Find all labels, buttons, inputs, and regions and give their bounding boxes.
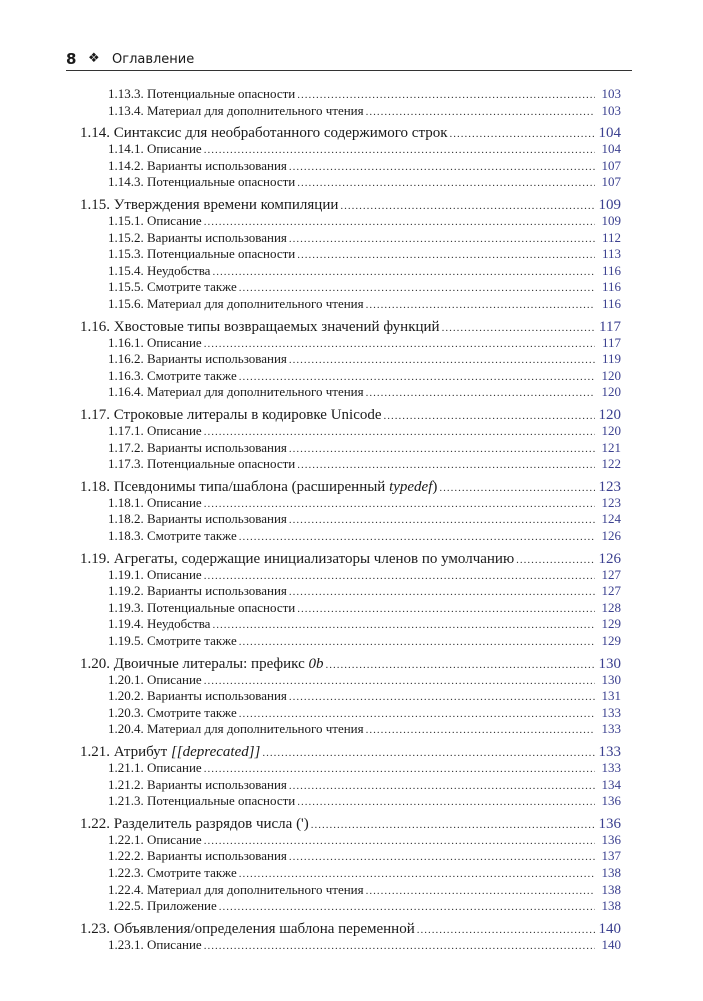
- toc-entry-title: 1.17. Строковые литералы в кодировке Unicode: [80, 407, 382, 423]
- dot-leader: [212, 264, 595, 280]
- toc-entry-title: 1.23. Объявления/определения шаблона переменной: [80, 920, 415, 937]
- dot-leader: [289, 159, 595, 175]
- dot-leader: [289, 352, 595, 368]
- toc-subsection-entry[interactable]: [108, 848, 621, 864]
- dot-leader: [204, 568, 595, 584]
- dot-leader: [204, 833, 595, 849]
- toc-page-number[interactable]: 127: [601, 566, 621, 582]
- toc-subsection-entry[interactable]: [108, 898, 621, 914]
- toc-page-number[interactable]: 123: [601, 494, 621, 510]
- toc-subsection-entry[interactable]: [108, 600, 621, 616]
- toc-page-number[interactable]: 116: [601, 262, 621, 278]
- toc-subsection-entry[interactable]: [108, 368, 621, 384]
- toc-page-number[interactable]: 136: [601, 793, 621, 809]
- toc-entry-title: 1.15.1. Описание: [108, 213, 202, 228]
- dot-leader: [204, 142, 595, 158]
- toc-page-number[interactable]: 103: [601, 102, 621, 118]
- toc-entry-title: 1.20.1. Описание: [108, 671, 202, 687]
- toc-page-number[interactable]: 112: [601, 229, 621, 245]
- toc-subsection-entry[interactable]: [108, 705, 621, 721]
- toc-entry-title: 1.15.6. Материал для дополнительного чтения: [108, 296, 364, 311]
- toc-entry-title: 1.18.3. Смотрите также: [108, 528, 237, 543]
- toc-page-number[interactable]: 103: [601, 86, 621, 101]
- toc-subsection-entry[interactable]: [108, 793, 621, 809]
- toc-entry-title: 1.19.1. Описание: [108, 566, 202, 582]
- toc-entry-title: 1.16.1. Описание: [108, 334, 202, 350]
- toc-section-entry[interactable]: [80, 919, 621, 939]
- toc-subsection-entry[interactable]: [108, 296, 621, 312]
- dot-leader: [204, 214, 595, 230]
- ornament-icon: ❖: [88, 51, 100, 66]
- toc-subsection-entry[interactable]: [108, 495, 621, 511]
- toc-page-number[interactable]: 133: [598, 744, 621, 760]
- toc-entry-title: 1.17.2. Варианты использования: [108, 439, 287, 455]
- toc-page-number[interactable]: 104: [601, 141, 621, 157]
- toc-subsection-entry[interactable]: [108, 832, 621, 848]
- toc-entry-title: 1.14.1. Описание: [108, 141, 202, 157]
- toc-page-number[interactable]: 133: [601, 760, 621, 775]
- toc-section-entry[interactable]: [80, 654, 621, 674]
- toc-entry-title: 1.13.4. Материал для дополнительного чтения: [108, 102, 364, 118]
- header-title: Оглавление: [112, 52, 195, 67]
- dot-leader: [204, 336, 595, 352]
- toc-page-number[interactable]: 121: [601, 439, 621, 455]
- toc-page-number[interactable]: 120: [598, 407, 621, 423]
- toc-subsection-entry[interactable]: [108, 230, 621, 246]
- toc-subsection-entry[interactable]: [108, 440, 621, 456]
- toc-entry-title: 1.21. Атрибут [[deprecated]]: [80, 744, 261, 760]
- toc-section-entry[interactable]: [80, 405, 621, 425]
- dot-leader: [366, 722, 595, 738]
- toc-entry-title: 1.15.4. Неудобства: [108, 262, 211, 278]
- dot-leader: [289, 584, 595, 600]
- toc-page-number[interactable]: 138: [601, 865, 621, 880]
- toc-page-number[interactable]: 120: [601, 423, 621, 438]
- toc-section-entry[interactable]: [80, 317, 621, 337]
- toc-subsection-entry[interactable]: [108, 616, 621, 632]
- toc-entry-title: 1.19.5. Смотрите также: [108, 633, 237, 648]
- toc-entry-title: 1.13.3. Потенциальные опасности: [108, 86, 296, 101]
- dot-leader: [204, 938, 595, 954]
- toc-page-number[interactable]: 129: [601, 633, 621, 648]
- toc-entry-title: 1.16.4. Материал для дополнительного чтения: [108, 384, 364, 400]
- toc-page-number[interactable]: 137: [601, 848, 621, 864]
- dot-leader: [289, 231, 595, 247]
- toc-entry-title: 1.18.2. Варианты использования: [108, 511, 287, 527]
- toc-section-entry[interactable]: [80, 549, 621, 569]
- toc-subsection-entry[interactable]: [108, 263, 621, 279]
- toc-entry-title: 1.19.3. Потенциальные опасности: [108, 599, 296, 615]
- toc-entry-title: 1.22.2. Варианты использования: [108, 848, 287, 864]
- toc-entry-title: 1.16.3. Смотрите также: [108, 367, 237, 383]
- toc-subsection-entry[interactable]: [108, 384, 621, 400]
- page-number: 8: [66, 50, 77, 68]
- toc-entry-title: 1.18.1. Описание: [108, 494, 202, 510]
- toc-page-number[interactable]: 117: [599, 318, 621, 335]
- dot-leader: [212, 617, 595, 633]
- dot-leader: [289, 849, 595, 865]
- dot-leader: [297, 87, 595, 103]
- dot-leader: [239, 866, 595, 882]
- toc-entry-title: 1.21.2. Варианты использования: [108, 776, 287, 792]
- toc-section-entry[interactable]: [80, 742, 621, 762]
- toc-subsection-entry[interactable]: [108, 423, 621, 439]
- toc-page-number[interactable]: 138: [601, 898, 621, 914]
- dot-leader: [366, 297, 595, 313]
- toc-page-number[interactable]: 136: [598, 815, 621, 832]
- toc-subsection-entry[interactable]: [108, 103, 621, 119]
- toc-entry-title: 1.17.1. Описание: [108, 423, 202, 438]
- toc-page-number[interactable]: 133: [601, 721, 621, 737]
- toc-subsection-entry[interactable]: [108, 158, 621, 174]
- toc-page-number[interactable]: 123: [598, 478, 621, 495]
- toc-subsection-entry[interactable]: [108, 583, 621, 599]
- toc-entry-title: 1.21.3. Потенциальные опасности: [108, 793, 296, 809]
- toc-page-number[interactable]: 136: [601, 831, 621, 847]
- toc-subsection-entry[interactable]: [108, 882, 621, 898]
- toc-section-entry[interactable]: [80, 814, 621, 834]
- toc-subsection-entry[interactable]: [108, 633, 621, 649]
- toc-entry-title: 1.22.4. Материал для дополнительного чтения: [108, 881, 364, 897]
- toc-page-number[interactable]: 119: [601, 351, 621, 367]
- toc-subsection-entry[interactable]: [108, 511, 621, 527]
- toc-page-number[interactable]: 130: [598, 655, 621, 672]
- toc-page-number[interactable]: 127: [601, 583, 621, 599]
- dot-leader: [297, 247, 595, 263]
- toc-entry-title: 1.16.2. Варианты использования: [108, 351, 287, 367]
- toc-entry-title: 1.14. Синтаксис для необработанного содержимого строк: [80, 125, 448, 142]
- toc-entry-title: 1.19. Агрегаты, содержащие инициализаторы членов по умолчанию: [80, 550, 515, 567]
- toc-subsection-entry[interactable]: [108, 335, 621, 351]
- toc-subsection-entry[interactable]: [108, 456, 621, 472]
- toc-entry-title: 1.15.3. Потенциальные опасности: [108, 246, 296, 262]
- toc-entry-title: 1.22.1. Описание: [108, 831, 202, 847]
- toc-section-entry[interactable]: [80, 123, 621, 143]
- toc-page-number[interactable]: 120: [601, 367, 621, 383]
- toc-subsection-entry[interactable]: [108, 865, 621, 881]
- toc-entry-title: 1.16. Хвостовые типы возвращаемых значений функций: [80, 318, 440, 335]
- toc-page-number[interactable]: 117: [601, 334, 621, 350]
- toc-entry-title: 1.22.3. Смотрите также: [108, 865, 237, 880]
- dot-leader: [289, 778, 595, 794]
- toc-page-number[interactable]: 126: [598, 550, 621, 567]
- toc-page-number[interactable]: 113: [601, 246, 621, 262]
- toc-page-number[interactable]: 134: [601, 776, 621, 792]
- running-header: [66, 50, 632, 71]
- toc-subsection-entry[interactable]: [108, 141, 621, 157]
- toc-entry-title: 1.15.2. Варианты использования: [108, 229, 287, 245]
- toc-entry-title: 1.22.5. Приложение: [108, 898, 217, 914]
- toc-entry-title: 1.20.4. Материал для дополнительного чтения: [108, 721, 364, 737]
- toc-entry-title: 1.15. Утверждения времени компиляции: [80, 197, 339, 213]
- dot-leader: [204, 673, 595, 689]
- toc-section-entry[interactable]: [80, 195, 621, 215]
- toc-page-number[interactable]: 128: [601, 599, 621, 615]
- toc-entry-title: 1.20. Двоичные литералы: префикс 0b: [80, 655, 324, 672]
- toc-entry-title: 1.14.3. Потенциальные опасности: [108, 174, 296, 190]
- toc-subsection-entry[interactable]: [108, 937, 621, 953]
- toc-page-number[interactable]: 107: [601, 157, 621, 173]
- toc-page-number[interactable]: 131: [601, 688, 621, 704]
- dot-leader: [239, 706, 595, 722]
- toc-subsection-entry[interactable]: [108, 567, 621, 583]
- dot-leader: [366, 104, 595, 120]
- dot-leader: [297, 175, 595, 191]
- toc-subsection-entry[interactable]: [108, 174, 621, 190]
- toc-subsection-entry[interactable]: [108, 351, 621, 367]
- toc-subsection-entry[interactable]: [108, 86, 621, 102]
- toc-page-number[interactable]: 130: [601, 671, 621, 687]
- dot-leader: [289, 689, 595, 705]
- toc-page-number[interactable]: 133: [601, 704, 621, 720]
- dot-leader: [204, 424, 595, 440]
- dot-leader: [239, 634, 595, 650]
- toc-page-number[interactable]: 126: [601, 528, 621, 543]
- toc-subsection-entry[interactable]: [108, 721, 621, 737]
- dot-leader: [297, 794, 595, 810]
- toc-page-number[interactable]: 120: [601, 384, 621, 400]
- toc-entry-title: 1.18. Псевдонимы типа/шаблона (расширенный typedef): [80, 478, 438, 495]
- toc-page-number[interactable]: 140: [598, 920, 621, 937]
- toc-subsection-entry[interactable]: [108, 528, 621, 544]
- toc-subsection-entry[interactable]: [108, 672, 621, 688]
- toc-page-number[interactable]: 109: [598, 197, 621, 213]
- toc-subsection-entry[interactable]: [108, 279, 621, 295]
- toc-entry-title: 1.17.3. Потенциальные опасности: [108, 456, 296, 472]
- toc-entry-title: 1.22. Разделитель разрядов числа ('): [80, 815, 309, 832]
- toc-page-number[interactable]: 122: [601, 456, 621, 472]
- toc-page-number[interactable]: 138: [601, 881, 621, 897]
- toc-entry-title: 1.19.2. Варианты использования: [108, 583, 287, 599]
- toc-page-number[interactable]: 116: [601, 296, 621, 311]
- dot-leader: [297, 457, 595, 473]
- toc-entry-title: 1.23.1. Описание: [108, 936, 202, 952]
- toc-page-number[interactable]: 104: [598, 125, 621, 142]
- toc-entry-title: 1.19.4. Неудобства: [108, 616, 211, 632]
- dot-leader: [204, 496, 595, 512]
- dot-leader: [239, 369, 595, 385]
- toc-page-number[interactable]: 124: [601, 511, 621, 527]
- dot-leader: [366, 883, 595, 899]
- dot-leader: [297, 601, 595, 617]
- toc-page-number[interactable]: 109: [601, 213, 621, 228]
- toc-subsection-entry[interactable]: [108, 213, 621, 229]
- dot-leader: [289, 512, 595, 528]
- toc-page-number[interactable]: 140: [601, 936, 621, 952]
- toc-entry-title: 1.20.3. Смотрите также: [108, 704, 237, 720]
- dot-leader: [366, 385, 595, 401]
- toc-page-number[interactable]: 129: [601, 616, 621, 632]
- dot-leader: [239, 529, 595, 545]
- toc-subsection-entry[interactable]: [108, 688, 621, 704]
- toc-entry-title: 1.14.2. Варианты использования: [108, 157, 287, 173]
- dot-leader: [239, 280, 595, 296]
- toc-entry-title: 1.21.1. Описание: [108, 760, 202, 775]
- dot-leader: [204, 761, 595, 777]
- toc-page-number[interactable]: 116: [601, 279, 621, 295]
- dot-leader: [219, 899, 595, 915]
- toc-section-entry[interactable]: [80, 477, 621, 497]
- toc-subsection-entry[interactable]: [108, 246, 621, 262]
- toc-subsection-entry[interactable]: [108, 760, 621, 776]
- toc-page-number[interactable]: 107: [601, 174, 621, 190]
- toc-subsection-entry[interactable]: [108, 777, 621, 793]
- toc-entry-title: 1.20.2. Варианты использования: [108, 688, 287, 704]
- toc-entry-title: 1.15.5. Смотрите также: [108, 279, 237, 295]
- dot-leader: [289, 441, 595, 457]
